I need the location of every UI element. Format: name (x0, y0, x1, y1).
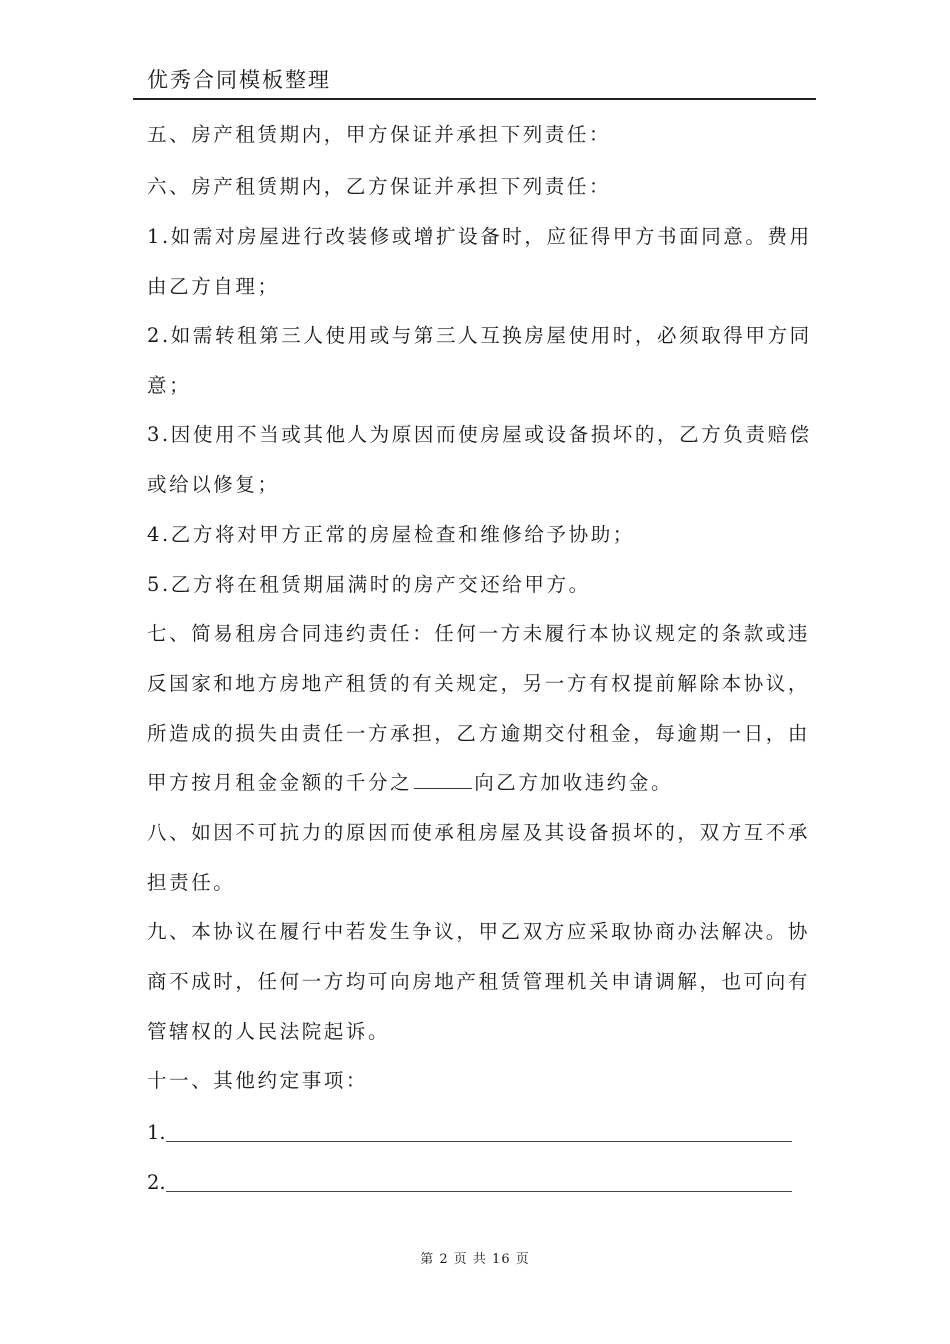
body-line: 或给以修复； (147, 473, 280, 496)
body-line: 商不成时，任何一方均可向房地产租赁管理机关申请调解，也可向有 (147, 970, 811, 993)
body-line: 所造成的损失由责任一方承担，乙方逾期交付租金，每逾期一日，由 (147, 722, 811, 745)
other-item-fill-line (166, 1191, 792, 1192)
body-line: 九、本协议在履行中若发生争议，甲乙双方应采取协商办法解决。协 (147, 920, 811, 943)
body-line: 五、房产租赁期内，甲方保证并承担下列责任： (147, 123, 612, 146)
page-header-title: 优秀合同模板整理 (147, 68, 331, 92)
body-line: 意； (147, 374, 192, 397)
penalty-line (147, 770, 673, 796)
body-line: 担责任。 (147, 871, 236, 894)
body-line: 4.乙方将对甲方正常的房屋检查和维修给予协助； (147, 523, 635, 546)
body-line: 七、简易租房合同违约责任：任何一方未履行本协议规定的条款或违 (147, 622, 811, 645)
page-footer: 第 2 页 共 16 页 (420, 1252, 530, 1267)
body-line: 2.如需转租第三人使用或与第三人互换房屋使用时，必须取得甲方同 (147, 324, 812, 347)
other-item-fill-line (166, 1141, 792, 1142)
penalty-rate-blank (414, 770, 472, 789)
body-line: 由乙方自理； (147, 275, 280, 298)
body-line: 八、如因不可抗力的原因而使承租房屋及其设备损坏的，双方互不承 (147, 821, 811, 844)
penalty-text-after: 向乙方加收违约金。 (474, 771, 674, 794)
body-line: 5.乙方将在租赁期届满时的房产交还给甲方。 (147, 573, 591, 596)
body-line: 管辖权的人民法院起诉。 (147, 1020, 391, 1043)
body-line: 十一、其他约定事项： (147, 1069, 369, 1092)
penalty-text-before: 甲方按月租金金额的千分之 (147, 771, 413, 794)
body-line: 1.如需对房屋进行改装修或增扩设备时，应征得甲方书面同意。费用 (147, 225, 812, 248)
header-divider (133, 98, 816, 100)
body-line: 3.因使用不当或其他人为原因而使房屋或设备损坏的，乙方负责赔偿 (147, 423, 812, 446)
other-item-number: 2. (147, 1171, 166, 1194)
body-line: 反国家和地方房地产租赁的有关规定，另一方有权提前解除本协议， (147, 672, 811, 695)
body-line: 六、房产租赁期内，乙方保证并承担下列责任： (147, 175, 612, 198)
other-item-number: 1. (147, 1121, 166, 1144)
